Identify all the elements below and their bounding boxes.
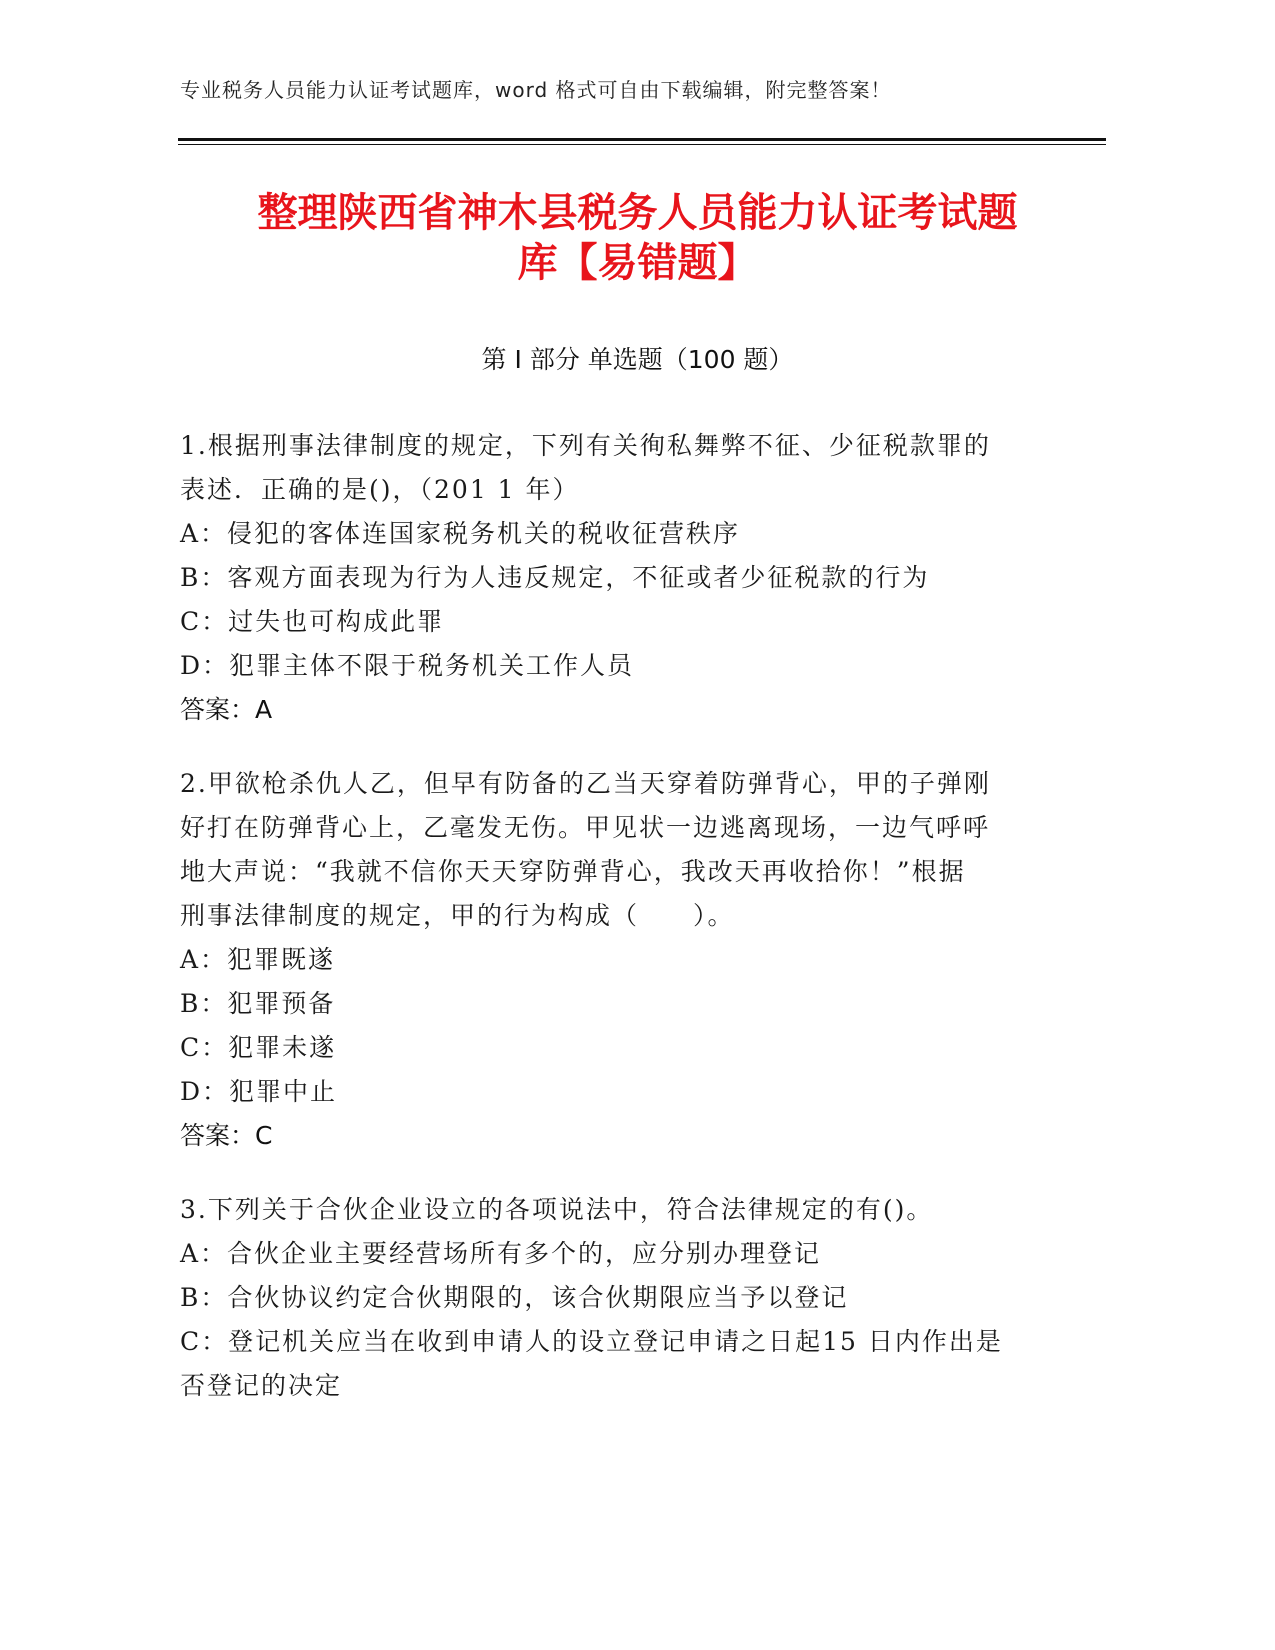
section-heading: 第 I 部分 单选题（100 题）	[481, 345, 794, 374]
question-stem-line: 1.根据刑事法律制度的规定，下列有关徇私舞弊不征、少征税款罪的	[180, 431, 991, 460]
option-a: A：合伙企业主要经营场所有多个的，应分别办理登记	[180, 1239, 822, 1268]
option-b: B：客观方面表现为行为人违反规定，不征或者少征税款的行为	[180, 563, 930, 592]
option-d: D：犯罪中止	[180, 1077, 338, 1106]
option-a: A：侵犯的客体连国家税务机关的税收征营秩序	[180, 519, 741, 548]
option-c: C：登记机关应当在收到申请人的设立登记申请之日起15 日内作出是	[180, 1327, 1003, 1356]
question-stem-line: 3.下列关于合伙企业设立的各项说法中，符合法律规定的有()。	[180, 1195, 934, 1224]
question-stem-line: 好打在防弹背心上，乙毫发无伤。甲见状一边逃离现场，一边气呼呼	[180, 813, 991, 842]
question-1	[180, 424, 1020, 732]
answer: 答案：A	[180, 695, 273, 724]
title-line-2: 库【易错题】	[517, 240, 758, 286]
option-c: C：过失也可构成此罪	[180, 607, 445, 636]
question-stem-line: 表述．正确的是()，（201 1 年）	[180, 475, 580, 504]
question-stem-line: 2.甲欲枪杀仇人乙，但早有防备的乙当天穿着防弹背心，甲的子弹刚	[180, 769, 991, 798]
header-rule-thick	[178, 138, 1106, 141]
question-stem-line: 地大声说：“我就不信你天天穿防弹背心，我改天再收拾你！”根据	[180, 857, 966, 886]
title-line-1: 整理陕西省神木县税务人员能力认证考试题	[257, 190, 1018, 236]
question-stem-line: 刑事法律制度的规定，甲的行为构成（ ）。	[180, 901, 735, 930]
option-b: B：合伙协议约定合伙期限的，该合伙期限应当予以登记	[180, 1283, 849, 1312]
option-c-continued: 否登记的决定	[180, 1371, 343, 1400]
answer: 答案：C	[180, 1121, 273, 1150]
question-3	[180, 1188, 1020, 1408]
question-2	[180, 762, 1020, 1158]
option-d: D：犯罪主体不限于税务机关工作人员	[180, 651, 635, 680]
header-rule-thin	[178, 144, 1106, 145]
header-note: 专业税务人员能力认证考试题库，word 格式可自由下载编辑，附完整答案！	[180, 78, 892, 102]
option-a: A：犯罪既遂	[180, 945, 336, 974]
option-b: B：犯罪预备	[180, 989, 336, 1018]
option-c: C：犯罪未遂	[180, 1033, 337, 1062]
document-title	[150, 188, 1125, 288]
question-list	[180, 424, 1020, 1438]
